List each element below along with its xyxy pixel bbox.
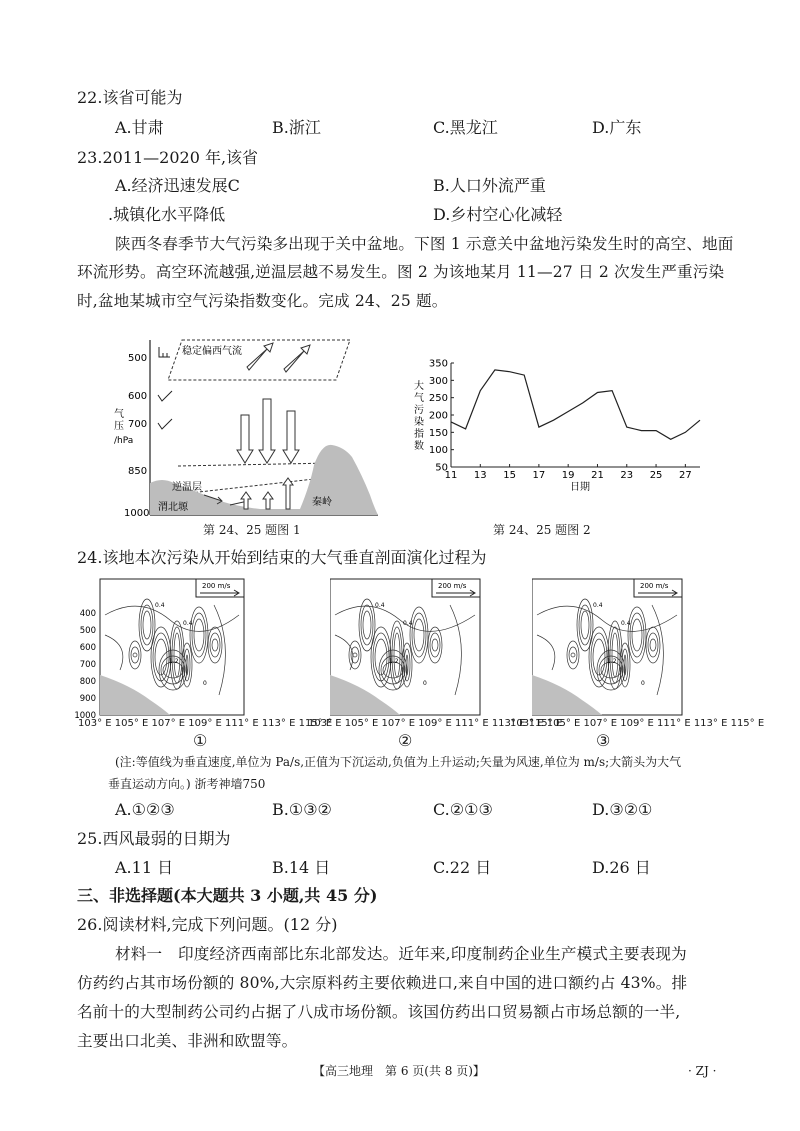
svg-text:0: 0 (641, 680, 645, 687)
fig2-y-tick: 100 (428, 445, 448, 457)
panel-x-ticks-1: 103° E 105° E 107° E 109° E 111° E 113° E 115° E (78, 718, 333, 729)
svg-text:0: 0 (203, 680, 207, 687)
figure-1-caption: 第 24、25 题图 1 (203, 523, 301, 537)
svg-text:1.2: 1.2 (607, 658, 617, 665)
fig1-y-tick-700: 700 (128, 419, 148, 430)
svg-text:0.4: 0.4 (403, 620, 413, 627)
footer-code: · ZJ · (688, 1064, 717, 1078)
panel-label-2: ② (398, 731, 413, 750)
passage-line-2: 环流形势。高空环流越强,逆温层越不易发生。图 2 为该地某月 11—27 日 2 次发生严重污染 (77, 263, 725, 281)
question-25-option-b: B.14 日 (272, 858, 331, 877)
svg-text:/hPa: /hPa (114, 436, 134, 446)
wind-scale-label: 200 m/s (202, 582, 231, 590)
question-23-option-a: A.经济迅速发展C (115, 176, 240, 195)
svg-text:1.2: 1.2 (389, 658, 399, 665)
fig2-y-tick: 300 (428, 375, 448, 387)
fig1-y-tick-1000: 1000 (124, 508, 150, 519)
panel-y-tick: 800 (79, 677, 96, 687)
figure-2-caption: 第 24、25 题图 2 (493, 523, 591, 537)
question-22-option-c: C.黑龙江 (433, 118, 498, 137)
svg-text:大: 大 (414, 381, 424, 392)
fig1-y-tick-600: 600 (128, 391, 148, 402)
fig1-y-tick-500: 500 (128, 353, 148, 364)
fig2-x-tick: 17 (532, 470, 546, 481)
svg-text:0: 0 (423, 680, 427, 687)
question-22-option-d: D.广东 (592, 118, 642, 137)
question-25-option-a: A.11 日 (115, 858, 174, 877)
wind-scale-label: 200 m/s (640, 582, 669, 590)
material-line-4: 主要出口北美、非洲和欧盟等。 (77, 1032, 298, 1050)
question-23-stem: 23.2011—2020 年,该省 (77, 148, 259, 167)
fig2-y-tick: 250 (428, 393, 448, 405)
material-line-2: 仿药约占其市场份额的 80%,大宗原料药主要依赖进口,来自中国的进口额约占 43%。排 (77, 974, 688, 992)
fig2-y-tick: 350 (428, 358, 448, 370)
question-24-option-b: B.①③② (272, 800, 332, 819)
cross-section-panel-3 (532, 575, 732, 720)
question-22-option-b: B.浙江 (272, 118, 321, 137)
question-25-option-c: C.22 日 (433, 858, 492, 877)
svg-text:数: 数 (414, 441, 424, 452)
svg-text:0.4: 0.4 (183, 620, 193, 627)
question-25-stem: 25.西风最弱的日期为 (77, 829, 231, 848)
question-22-stem: 22.该省可能为 (77, 88, 183, 107)
panel-y-tick: 400 (79, 609, 96, 619)
ascent-arrows (241, 478, 293, 509)
svg-text:0.4: 0.4 (375, 602, 385, 609)
question-26-stem: 26.阅读材料,完成下列问题。(12 分) (77, 915, 338, 934)
fig2-x-axis-label: 日期 (570, 482, 590, 493)
svg-text:气: 气 (414, 393, 424, 404)
footer-page-info: 【高三地理 第 6 页(共 8 页)】 (313, 1064, 485, 1078)
passage-line-3: 时,盆地某城市空气污染指数变化。完成 24、25 题。 (77, 292, 448, 310)
fig2-y-axis-label (414, 379, 424, 452)
fig2-x-tick: 13 (473, 470, 487, 481)
wind-barbs (158, 347, 172, 429)
fig1-plain-label: 渭北塬 (158, 502, 188, 513)
svg-text:1.2: 1.2 (169, 658, 179, 665)
fig2-x-tick: 25 (649, 470, 663, 481)
figure-note-line-1: (注:等值线为垂直速度,单位为 Pa/s,正值为下沉运动,负值为上升运动;矢量为风速,单位为 m/s;大箭头为大气 (115, 755, 682, 769)
svg-text:0.4: 0.4 (593, 602, 603, 609)
figure-note-line-2: 垂直运动方向。) 浙考神墙750 (108, 777, 266, 791)
subsidence-arrows (237, 399, 299, 463)
panel-label-3: ③ (596, 731, 611, 750)
passage-line-1: 陕西冬春季节大气污染多出现于关中盆地。下图 1 示意关中盆地污染发生时的高空、地面 (115, 235, 734, 253)
svg-text:染: 染 (414, 417, 424, 428)
panel-label-1: ① (193, 731, 208, 750)
fig1-inversion-label: 逆温层 (172, 482, 202, 493)
pollution-index-series (451, 370, 700, 439)
question-24-option-c: C.②①③ (433, 800, 493, 819)
question-23-option-d: D.乡村空心化减轻 (433, 205, 563, 224)
fig2-x-tick: 11 (444, 470, 458, 481)
cross-section-panel-2 (330, 575, 530, 720)
question-24-option-a: A.①②③ (115, 800, 175, 819)
westerly-arrows (247, 343, 310, 372)
question-24-option-d: D.③②① (592, 800, 653, 819)
figure-1-circulation-diagram (100, 325, 390, 525)
material-line-3: 名前十的大型制药公司约占据了八成市场份额。该国仿药出口贸易额占市场总额的一半, (77, 1003, 681, 1021)
fig2-y-tick: 150 (428, 427, 448, 439)
fig1-box-label: 稳定偏西气流 (182, 346, 242, 357)
svg-text:压: 压 (114, 421, 124, 432)
fig2-x-tick: 21 (591, 470, 604, 481)
fig2-y-tick: 50 (435, 462, 448, 474)
fig2-y-tick: 200 (428, 410, 448, 422)
question-23-option-c: .城镇化水平降低 (108, 205, 226, 224)
fig1-y-tick-850: 850 (128, 466, 148, 477)
question-22-option-a: A.甘肃 (115, 118, 164, 137)
cross-section-panel-1 (72, 575, 272, 720)
question-23-option-b: B.人口外流严重 (433, 176, 546, 195)
panel-x-ticks-3: 103° E 105° E 107° E 109° E 111° E 113° E 115° E (510, 718, 765, 729)
fig2-x-tick: 19 (561, 470, 575, 481)
svg-text:0.4: 0.4 (621, 620, 631, 627)
panel-y-tick: 900 (79, 694, 96, 704)
fig2-x-tick: 27 (678, 470, 692, 481)
fig1-mountain-label: 秦岭 (312, 497, 332, 508)
fig2-x-tick: 23 (620, 470, 634, 481)
svg-text:污: 污 (414, 405, 424, 416)
panel-y-tick: 500 (79, 626, 96, 636)
section-3-heading: 三、非选择题(本大题共 3 小题,共 45 分) (77, 886, 378, 905)
panel-y-tick: 700 (79, 660, 96, 670)
svg-text:气: 气 (114, 409, 124, 420)
figure-2-pollution-chart (410, 355, 710, 495)
inversion-line-upper (178, 463, 332, 466)
panel-y-tick: 1000 (74, 711, 96, 720)
material-line-1: 材料一 印度经济西南部比东北部发达。近年来,印度制药企业生产模式主要表现为 (115, 945, 687, 963)
svg-text:指: 指 (414, 429, 424, 440)
panel-y-tick: 600 (79, 643, 96, 653)
question-25-option-d: D.26 日 (592, 858, 651, 877)
fig2-x-tick: 15 (503, 470, 516, 481)
svg-text:0.4: 0.4 (155, 602, 165, 609)
question-24-stem: 24.该地本次污染从开始到结束的大气垂直剖面演化过程为 (77, 548, 487, 567)
panel-x-ticks-2: 103° E 105° E 107° E 109° E 111° E 113° E 115° E (308, 718, 563, 729)
wind-scale-label: 200 m/s (438, 582, 467, 590)
